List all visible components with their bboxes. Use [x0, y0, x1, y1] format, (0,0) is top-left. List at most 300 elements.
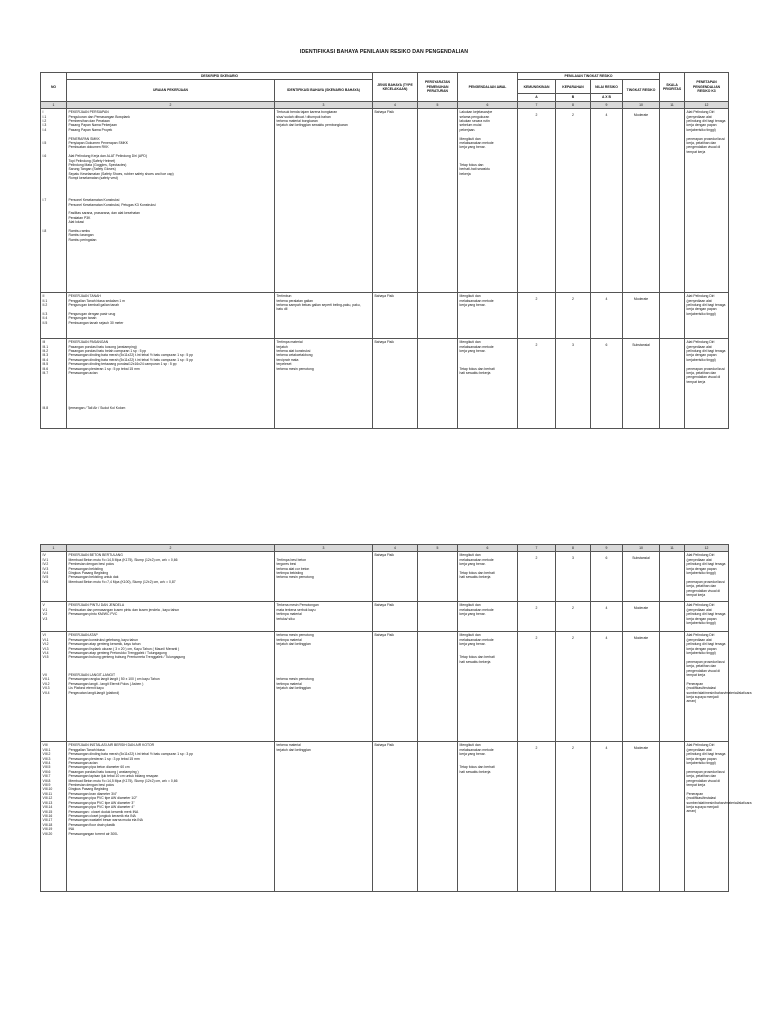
uraian-line: Pemasangan langit - langit Eternit Polos ( Asben ) [68, 681, 144, 686]
uraian-cell [67, 632, 275, 742]
identifikasi-cell [275, 552, 373, 602]
uraian-cell [67, 552, 275, 602]
uraian-line: Pemasangan dinding bata merah (5x11x22) t.int tebal ½ batu campuran 1 sp : 5 pp [68, 353, 194, 358]
pengendalian-line: Mengikuti dan [459, 743, 481, 748]
section-no-line: II.5 [42, 320, 48, 325]
penetapan-line: penerapan prosedur/izusi kerja, pelatihan dan pengendalian visual di tempat kerja [686, 366, 725, 384]
section-no-line: V.1 [42, 607, 48, 612]
column-number-cell: 1 [41, 545, 67, 552]
keparahan-value: 2 [556, 293, 591, 339]
identifikasi-line: terkena mesin pemotong [276, 575, 314, 580]
uraian-line: Pembesian dengan besi polos [68, 562, 114, 567]
identifikasi-line: terjatuh dari ketinggian [276, 642, 311, 647]
section-no-line: VI.1 [42, 637, 49, 642]
penetapan-line: penerapan prosedur/izusi kerja, pelatihan dan pengendalian visual di tempat kerja [686, 136, 725, 154]
column-number-cell: 7 [518, 101, 556, 108]
pengendalian-line: kerja yang benar. [459, 562, 486, 567]
uraian-line: Pemasangan plesteran 1 sp : 3 pp tebal 15 mm [68, 756, 140, 761]
jenis-bahaya-cell [373, 552, 418, 602]
pengendalian-cell [458, 552, 518, 602]
section-no-line: VI [42, 633, 46, 638]
header-jenis-bahaya: JENIS BAHAYA (TYPE KECELAKAAN) [373, 73, 418, 102]
section-no-line: V.2 [42, 612, 48, 617]
skala-prioritas-cell [660, 109, 685, 293]
penetapan-cell [685, 552, 729, 602]
pengendalian-line: Mengikuti dan [459, 603, 481, 608]
penetapan-line: Alat Pelindung Diri (penyediaan alat pelindung diri bagi tenaga kerja dengan papan kerjaberisiko tinggi) [686, 294, 726, 316]
pengendalian-line: hati sewaktu bekerja [459, 371, 491, 376]
column-number-cell: 11 [660, 545, 685, 552]
uraian-line: Alat lokasi [68, 220, 84, 225]
identifikasi-line: terkena sampah bekas galian seperti beling-paku, paku, [276, 303, 361, 308]
kemungkinan-value: 2 [518, 552, 556, 602]
risk-table-2 [40, 544, 752, 892]
pengendalian-line: pekerjaan. [459, 127, 476, 132]
column-number-cell: 12 [685, 101, 729, 108]
tingkat-resiko-value: Moderate [623, 293, 660, 339]
section-no-line: VIII.16 [42, 813, 53, 818]
pengendalian-line: Tetap fokus dan berhati [459, 366, 495, 371]
header-keparahan: KEPARAHAN [556, 80, 591, 94]
identifikasi-line: tergores besi [276, 562, 297, 567]
identifikasi-line: terjatuh dari ketinggian sewaktu pembongkaran [276, 123, 348, 128]
section-no-line: VIII.4 [42, 761, 51, 766]
nilai-resiko-value: 6 [591, 339, 623, 429]
column-number-cell: 5 [418, 101, 458, 108]
header-skala-prioritas: SKALA PRIORITAS [660, 73, 685, 102]
pengendalian-cell [458, 109, 518, 293]
header-sub-a: A [518, 94, 556, 101]
uraian-line: Pemasangan acian [68, 371, 98, 376]
penetapan-cell [685, 293, 729, 339]
uraian-line: Dingkus Pasang Begisting [68, 571, 109, 576]
uraian-line: PEKERJAAN BETON BERTULANG [68, 553, 123, 558]
identifikasi-line: terkena alat cor beton [276, 566, 310, 571]
section-no-line: VI.4 [42, 651, 49, 656]
section-no-line: IV.3 [42, 566, 49, 571]
identifikasi-line: Tertimpa besi beton [276, 557, 307, 562]
pengendalian-line: Mengikuti dan [459, 136, 481, 141]
identifikasi-line: terkena mesin pemotong [276, 633, 314, 638]
uraian-line: PEKERJAAN INSTALASI AIR BERSIH DAN AIR KOTOR [68, 743, 155, 748]
penetapan-cell [685, 109, 729, 293]
section-no-line: VIII.10 [42, 787, 53, 792]
identifikasi-line: terluka/ siku [276, 616, 295, 621]
identifikasi-line: terpeleset [276, 362, 292, 367]
tingkat-resiko-value: Moderate [623, 109, 660, 293]
identifikasi-line: tertimpa material [276, 681, 302, 686]
header-sub-b: B [556, 94, 591, 101]
uraian-line: Pasang Papan Nama Proyek [68, 127, 113, 132]
uraian-line: Pemasangan pipa beton diameter 60 cm [68, 765, 130, 770]
nilai-resiko-value: 4 [591, 742, 623, 892]
tingkat-resiko-value: Moderate [623, 602, 660, 632]
uraian-line: Pengecatan langit-langit (plafond) [68, 690, 120, 695]
section-no-line: III.4 [42, 357, 49, 362]
section-no-line: VIII.1 [42, 747, 51, 752]
keparahan-value: 3 [556, 552, 591, 602]
section-no-line: II.2 [42, 303, 48, 308]
header-persyaratan: PERSYARATAN PEMENUHAN PERATURAN [418, 73, 458, 102]
skala-prioritas-cell [660, 552, 685, 602]
section-no-line: IV.5 [42, 575, 49, 580]
tingkat-resiko-value: Substansial [623, 339, 660, 429]
jenis-bahaya-cell [373, 602, 418, 632]
section-no-line: VIII.2 [42, 752, 51, 757]
section-no-line: III.8 [42, 406, 49, 411]
pengendalian-line: melaksanakan metode [459, 557, 494, 562]
penetapan-line: penerapan prosedur/izusi kerja, pelatihan dan pengendalian visual di tempat kerja [686, 579, 725, 598]
penetapan-line: Alat Pelindung Diri (penyediaan alat pelindung diri bagi tenaga kerja dengan papan kerjaberisiko tinggi) [686, 603, 726, 626]
uraian-line: Membuat Beton mutu f'c=14,5 Mpa (K175), Slump (12±2) cm, w/c = 0,66 [68, 778, 178, 783]
uraian-line: Pemasangan bekisting [68, 566, 103, 571]
penetapan-line: Alat Pelindung Diri (penyediaan alat pelindung diri bagi tenaga kerja dengan papan kerjaberisiko tinggi) [686, 633, 726, 656]
pengendalian-line: hati sewaktu bekerja [459, 575, 491, 580]
section-no-line: VIII.5 [42, 765, 51, 770]
pengendalian-cell [458, 602, 518, 632]
identifikasi-line: tertimpa material [276, 637, 302, 642]
penetapan-line: penerapan prosedur/izusi kerja, pelatihan dan pengendalian visual di tempat kerja [686, 659, 725, 678]
uraian-line: Pemasangan pipa PVC tipe AW diameter 4" [68, 805, 135, 810]
penetapan-line: Alat Pelindung Diri (penyediaan alat pelindung diri bagi tenaga kerja dengan papan kerjaberisiko tinggi) [686, 340, 726, 362]
uraian-line: Pembuatan dokumen RKK [68, 145, 109, 150]
persyaratan-cell [418, 109, 458, 293]
pengendalian-line: Mengikuti dan [459, 633, 481, 638]
pengendalian-line: melaksanakan metode [459, 637, 494, 642]
column-number-cell: 6 [458, 101, 518, 108]
section-no-line: VIII.9 [42, 783, 51, 788]
section-no-line: I.7 [42, 198, 47, 203]
pengendalian-line: kerja yang benar. [459, 303, 486, 308]
uraian-line: Pemasangan acian [68, 761, 98, 766]
section-no-line: II.4 [42, 316, 48, 321]
pengendalian-line: melaksanakan metode [459, 607, 494, 612]
persyaratan-cell [418, 552, 458, 602]
nilai-resiko-value: 6 [591, 552, 623, 602]
section-no-line: VIII.7 [42, 774, 51, 779]
no-column-cell [41, 552, 67, 602]
identifikasi-line: terkena alat konstruksi [276, 349, 311, 354]
pengendalian-line: melaksanakan metode [459, 747, 494, 752]
no-column-cell [41, 109, 67, 293]
section-no-line: VIII.6 [42, 769, 51, 774]
uraian-line: Rambu larangan [68, 233, 94, 238]
section-row [41, 632, 729, 742]
pengendalian-cell [458, 632, 518, 742]
section-no-line: VIII.11 [42, 791, 53, 796]
uraian-line: Rompi keselamatan (safety vest) [68, 176, 118, 181]
section-row [41, 293, 729, 339]
section-no-line: III.6 [42, 366, 49, 371]
identifikasi-line: tertimpa bekisting [276, 571, 304, 576]
section-no-line: III.3 [42, 353, 49, 358]
identifikasi-cell [275, 742, 373, 892]
jenis-bahaya-cell [373, 339, 418, 429]
pengendalian-line: lakukan secara rutin [459, 119, 490, 124]
section-no-line: IV [42, 553, 46, 558]
nilai-resiko-value: 4 [591, 293, 623, 339]
column-number-cell: 9 [591, 101, 623, 108]
section-no-line: VIII.14 [42, 805, 53, 810]
penetapan-cell [685, 339, 729, 429]
section-no-line: I [42, 110, 44, 115]
uraian-line: Pemasangan lapisan ijuk tebal 10 cm untuk bidang resapan [68, 774, 159, 779]
uraian-line: INA [68, 827, 75, 832]
identifikasi-line: Terkena mesin Pemotongan [276, 603, 319, 608]
uraian-line: Pemasangan closet jongkok keramik ela INA [68, 813, 136, 818]
uraian-line: Pemasangan plesteran 1 sp : 5 pp tebal 15 mm [68, 366, 140, 371]
section-no-line: IV.1 [42, 557, 49, 562]
section-no-line: VIII [42, 743, 48, 748]
header-sub-axb: A X B [591, 94, 623, 101]
header-tingkat-resiko: TINGKAT RESIKO [623, 80, 660, 101]
section-no-line: VIII.19 [42, 827, 53, 832]
jenis-bahaya-cell [373, 632, 418, 742]
section-no-line: II.1 [42, 298, 48, 303]
keparahan-value: 3 [556, 339, 591, 429]
header-nilai-resiko: NILAI RESIKO [591, 80, 623, 94]
section-no-line: II.3 [42, 311, 48, 316]
penetapan-line: Alat Pelindung Diri (penyediaan alat pelindung diri bagi tenaga kerja dengan papan kerjaberisiko tinggi) [686, 743, 726, 766]
section-no-line: VIII.13 [42, 800, 53, 805]
section-no-line: VIII.12 [42, 796, 53, 801]
header-penetapan: PENETAPAN PENGENDALIAN RESIKO K3 [685, 73, 729, 102]
identifikasi-line: sisa/ sudah dibuat / ditumpuk bahan [276, 114, 331, 119]
pengendalian-line: sebelum mulai [459, 123, 482, 128]
kemungkinan-value: 2 [518, 602, 556, 632]
identifikasi-line: tercipratr mata [276, 357, 299, 362]
identifikasi-line: terjatuh dari ketinggian [276, 686, 311, 691]
pengendalian-line: kerja yang benar. [459, 752, 486, 757]
header-pengendalian-awal: PENGENDALIAN AWAL [458, 73, 518, 102]
section-no-line: III.5 [42, 362, 49, 367]
section-no-line: VII.4 [42, 690, 50, 695]
pengendalian-line: berhati-hati sewaktu [459, 167, 490, 172]
jenis-bahaya-line: Bahaya Fisik [374, 553, 394, 558]
keparahan-value: 2 [556, 632, 591, 742]
column-number-cell: 4 [373, 101, 418, 108]
identifikasi-line: terkena material [276, 743, 301, 748]
skala-prioritas-cell [660, 602, 685, 632]
uraian-line: Personel Keselamatan Konstruksi, Petugas K3 Konstruksi [68, 202, 156, 207]
uraian-line: Pemasangan bubung genteng bubung Prentunreta Trenggalek / Tulungagung [68, 655, 186, 660]
identifikasi-line: terjatuh [276, 344, 288, 349]
uraian-line: Pemasangan atap genteng keramik, kayu tahun [68, 642, 141, 647]
uraian-line: Pemasangan floor drain plastik [68, 822, 116, 827]
uraian-line: Pelindung Mata (Goggles, Spectacles) [68, 163, 127, 168]
section-no-line: III [42, 340, 46, 345]
column-number-cell: 8 [556, 101, 591, 108]
section-no-line: I.8 [42, 228, 47, 233]
section-no-line: VII [42, 673, 47, 678]
tingkat-resiko-value: Moderate [623, 632, 660, 742]
jenis-bahaya-cell [373, 293, 418, 339]
penetapan-cell [685, 632, 752, 742]
uraian-line: Lis Plafond eternit kayu [68, 686, 104, 691]
uraian-line: Pasang Papan Nama Pekerjaan [68, 123, 117, 128]
no-column-cell [41, 632, 67, 742]
column-number-cell: 6 [458, 545, 518, 552]
no-column-cell [41, 339, 67, 429]
pengendalian-line: melaksanakan metode [459, 141, 494, 146]
skala-prioritas-cell [660, 632, 685, 742]
keparahan-value: 2 [556, 742, 591, 892]
uraian-line: Ijereangan / Tali Air / Sudut Kol Kolom [68, 406, 126, 411]
column-number-cell: 12 [685, 545, 729, 552]
pengendalian-cell [458, 339, 518, 429]
section-no-line: VII.2 [42, 681, 50, 686]
section-no-line: IV.6 [42, 579, 49, 584]
identifikasi-line: Tertimbun [276, 294, 292, 299]
pengendalian-line: kerja yang benar. [459, 642, 486, 647]
section-no-line: VII.3 [42, 686, 50, 691]
identifikasi-line: terkena mesin pemotong [276, 677, 314, 682]
uraian-line: Pembesian dengan besi polos [68, 783, 114, 788]
section-row [41, 552, 729, 602]
no-column-cell [41, 293, 67, 339]
uraian-line: Pemasangan : closet duduk keramik merk INA [68, 809, 139, 814]
uraian-line: Pemasangangan torrent air 300L [68, 831, 119, 836]
keparahan-value: 2 [556, 109, 591, 293]
pengendalian-line: melaksanakan metode [459, 298, 494, 303]
header-no: NO [41, 73, 67, 102]
pengendalian-line: bekerja [459, 171, 471, 176]
skala-prioritas-cell [660, 742, 685, 892]
section-row [41, 109, 729, 293]
uraian-line: Topi Pelindung (Safety Helmet) [68, 158, 116, 163]
uraian-line: Pemasangan konstruksi gelebang, kayu tahun [68, 637, 139, 642]
document-title: IDENTIFIKASI BAHAYA PENILAIAN RESIKO DAN PENGENDALIAN [299, 49, 469, 55]
nilai-resiko-value: 4 [591, 109, 623, 293]
pengendalian-line: melaksanakan metode [459, 344, 494, 349]
identifikasi-cell [275, 602, 373, 632]
uraian-line: Alat Pelindung Kerja dan ALAT Pelindung Diri (APD) [68, 154, 147, 159]
section-no-line: VIII.3 [42, 756, 51, 761]
uraian-line: Pemasangan dinding tertawang pondasi12x16x24 campuran 1 sp : 5 pp [68, 362, 177, 367]
section-no-line: VIII.20 [42, 831, 53, 836]
penetapan-line: Alat Pelindung Diri (penyediaan alat pelindung diri bagi tenaga kerja dengan papan kerjaberisiko tinggi) [686, 553, 726, 576]
penetapan-line: Penerapan (modifikasi/instalasi sumber/alat/mesin/bahan/material/alat/cara kerja supaya menjadi aman) [686, 791, 752, 814]
uraian-line: Peralatan P3K [68, 215, 91, 220]
skala-prioritas-cell [660, 339, 685, 429]
pengendalian-line: kerja yang benar. [459, 349, 486, 354]
uraian-line: Pemasangan dinding bata merah (5x11x22) t.int tebal ½ batu campuran 1 sp : 3 pp [68, 752, 194, 757]
jenis-bahaya-line: Bahaya Fisik [374, 110, 394, 115]
uraian-cell [67, 339, 275, 429]
uraian-line: PEKERJAAN LANGIT-LANGIT [68, 673, 116, 678]
column-number-cell: 11 [660, 101, 685, 108]
uraian-line: PEKERJAAN PASANGAN [68, 340, 109, 345]
column-number-cell: 8 [556, 545, 591, 552]
identifikasi-line: batu dll [276, 307, 288, 312]
column-number-cell: 3 [275, 545, 373, 552]
uraian-line: Membuat Beton mutu f'c=14,5 Mpa (K175), Slump (12±2) cm, w/c = 0,66 [68, 557, 178, 562]
section-no-line: VIII.8 [42, 778, 51, 783]
uraian-line: Penyiapan Dokumen Penerapan SMKK [68, 141, 129, 146]
identifikasi-cell [275, 632, 373, 742]
pengendalian-cell [458, 742, 518, 892]
column-number-cell: 10 [623, 101, 660, 108]
column-number-cell: 3 [275, 101, 373, 108]
jenis-bahaya-line: Bahaya Fisik [374, 340, 394, 345]
section-no-line: VI.2 [42, 642, 49, 647]
uraian-cell [67, 293, 275, 339]
section-no-line: VI.5 [42, 655, 49, 660]
column-number-cell: 1 [41, 101, 67, 108]
column-number-cell: 5 [418, 545, 458, 552]
uraian-line: Pengurugan kembali galian tanah [68, 303, 120, 308]
uraian-line: Pasangan pondasi batu belah campuran 1 sp : 5 pp [68, 349, 147, 354]
keparahan-value: 2 [556, 602, 591, 632]
uraian-line: Pemasangan pipa PVC tipe AW diameter 3" [68, 800, 135, 805]
section-no-line: VIII.17 [42, 818, 53, 823]
section-row [41, 742, 729, 892]
penetapan-line: penerapan prosedur/izusi kerja, pelatihan dan pengendalian visual di tempat kerja [686, 769, 725, 788]
jenis-bahaya-cell [373, 742, 418, 892]
jenis-bahaya-line: Bahaya Fisik [374, 743, 394, 748]
section-no-line: IV.4 [42, 571, 49, 576]
kemungkinan-value: 2 [518, 109, 556, 293]
kemungkinan-value: 2 [518, 293, 556, 339]
uraian-line: Sepatu Keselamatan (Safety Shoes, rubber safety shoes and toe cap) [68, 171, 174, 176]
section-no-line: VIII.15 [42, 809, 53, 814]
identifikasi-line: terkena cetakcetakbong [276, 353, 313, 358]
no-column-cell [41, 602, 67, 632]
uraian-line: PEKERJAAN ATAP [68, 633, 98, 638]
pengendalian-line: Mengikuti dan [459, 553, 481, 558]
identifikasi-line: terkena mesin pemotong [276, 366, 314, 371]
penetapan-line: Penerapan (modifikasi/instalasi sumber/alat/mesin/bahan/material/alat/cara kerja supaya menjadi aman) [686, 681, 752, 704]
nilai-resiko-value: 4 [591, 602, 623, 632]
penetapan-cell [685, 742, 752, 892]
risk-table-1 [40, 72, 729, 429]
uraian-line: Pemasangan kran diameter 3/4" [68, 791, 118, 796]
pengendalian-line: Tetap fokus dan berhati [459, 765, 495, 770]
jenis-bahaya-cell [373, 109, 418, 293]
tingkat-resiko-value: Substansial [623, 552, 660, 602]
header-deskripsi: DESKRIPSI SKENARIO [67, 73, 373, 80]
uraian-cell [67, 602, 275, 632]
section-no-line: I.2 [42, 119, 47, 124]
uraian-line: Fasilitas sarana, prasarana, dan alat kesehatan [68, 211, 140, 216]
persyaratan-cell [418, 602, 458, 632]
uraian-line: Pembuatan dan pemasangan kusen pintu dan kusen jendela , kayu tahun [68, 607, 180, 612]
header-kemungkinan: KEMUNGKINAN [518, 80, 556, 94]
header-penilaian: PENILAIAN TINGKAT RESIKO [518, 73, 660, 80]
identifikasi-line: terkena peralatan galian [276, 298, 313, 303]
uraian-line: Rambu-rambu [68, 229, 91, 234]
uraian-line: Pemasangan bekisting untuk dak [68, 575, 119, 580]
column-number-cell: 7 [518, 545, 556, 552]
identifikasi-line: Tertimpa material [276, 340, 303, 345]
uraian-line: Personel Keselamatan Konstruksi [68, 198, 120, 203]
uraian-line: Pemasangan dinding bata merah (5x11x22) t.int tebal ½ batu campuran 1 sp : 5 pp [68, 357, 194, 362]
uraian-line: Penggalian Tanah biasa sedalam 1 m [68, 298, 125, 303]
jenis-bahaya-line: Bahaya Fisik [374, 294, 394, 299]
persyaratan-cell [418, 742, 458, 892]
skala-prioritas-cell [660, 293, 685, 339]
persyaratan-cell [418, 632, 458, 742]
jenis-bahaya-line: Bahaya Fisik [374, 603, 394, 608]
section-no-line: III.1 [42, 344, 49, 349]
section-no-line: I.1 [42, 114, 47, 119]
identifikasi-line: tertimpa material [276, 612, 302, 617]
uraian-line: Pemasangan Iisplank ukuran ( 3 x 20 ) cm, Kayu Tahun ( Mauni/ Meranti ) [68, 646, 180, 651]
section-no-line: I.3 [42, 123, 47, 128]
uraian-line: PEKERJAAN PINTU DAN JENDELA [68, 603, 125, 608]
uraian-cell [67, 742, 275, 892]
uraian-line: Rambu peringatan [68, 237, 97, 242]
